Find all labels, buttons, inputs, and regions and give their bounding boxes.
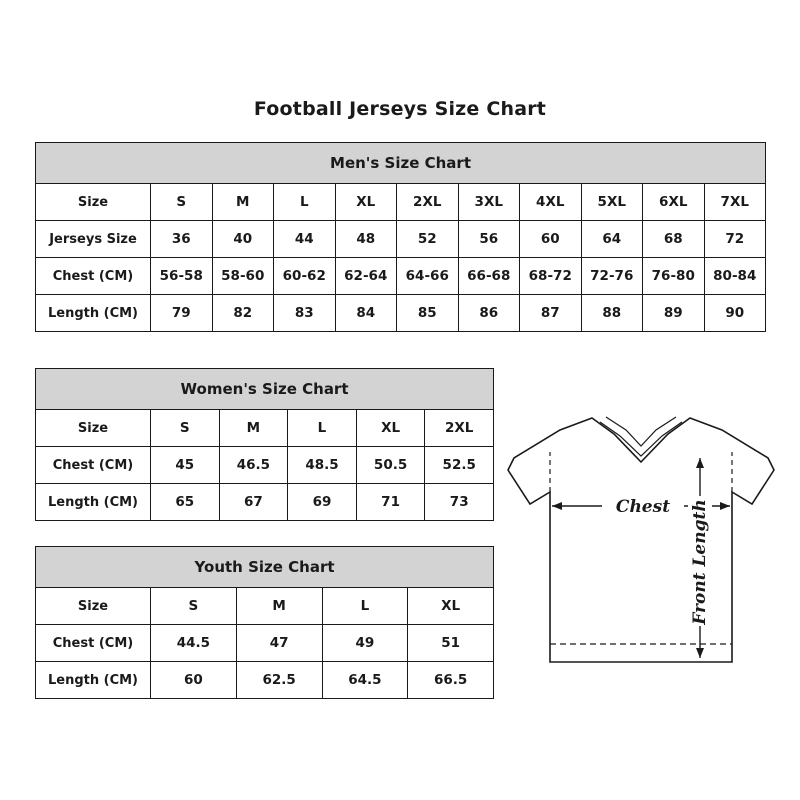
collar-line-inner [606,417,676,446]
mens-col-header: XL [335,184,397,221]
mens-cell: 56-58 [151,258,213,295]
mens-cell: 83 [274,295,336,332]
mens-col-header: 5XL [581,184,643,221]
womens-cell: 50.5 [356,447,425,484]
mens-cell: 36 [151,221,213,258]
womens-col-header: L [288,410,357,447]
mens-cell: 52 [397,221,459,258]
youth-row-label: Chest (CM) [36,625,151,662]
mens-cell: 72 [704,221,766,258]
youth-cell: 44.5 [151,625,237,662]
mens-table-caption: Men's Size Chart [36,143,766,184]
womens-col-header: XL [356,410,425,447]
womens-cell: 67 [219,484,288,521]
shirt-outline [508,418,774,662]
table-row [36,625,494,662]
youth-row-label: Length (CM) [36,662,151,699]
youth-cell: 66.5 [408,662,494,699]
mens-cell: 48 [335,221,397,258]
youth-col-header: M [236,588,322,625]
youth-size-table [35,546,494,699]
youth-cell: 49 [322,625,408,662]
mens-cell: 87 [520,295,582,332]
womens-row-header: Size [36,410,151,447]
table-header-row [36,588,494,625]
mens-cell: 64-66 [397,258,459,295]
womens-cell: 73 [425,484,494,521]
mens-cell: 58-60 [212,258,274,295]
mens-row-label: Chest (CM) [36,258,151,295]
mens-col-header: 2XL [397,184,459,221]
youth-cell: 47 [236,625,322,662]
youth-cell: 62.5 [236,662,322,699]
mens-cell: 68 [643,221,705,258]
mens-cell: 60-62 [274,258,336,295]
youth-col-header: S [151,588,237,625]
womens-cell: 69 [288,484,357,521]
mens-col-header: 6XL [643,184,705,221]
collar-line [600,422,682,456]
mens-col-header: 3XL [458,184,520,221]
front-length-measure-label: Front Length [690,499,710,625]
page-title: Football Jerseys Size Chart [253,98,547,120]
mens-cell: 76-80 [643,258,705,295]
chest-arrow-left [552,502,562,510]
table-row [36,484,494,521]
youth-cell: 51 [408,625,494,662]
mens-cell: 64 [581,221,643,258]
table-header-row [36,410,494,447]
table-row [36,295,766,332]
womens-size-table [35,368,494,521]
youth-table-caption: Youth Size Chart [36,547,494,588]
mens-cell: 89 [643,295,705,332]
table-row [36,447,494,484]
tshirt-measurement-diagram [500,400,790,700]
womens-table-caption: Women's Size Chart [36,369,494,410]
youth-row-header: Size [36,588,151,625]
mens-cell: 44 [274,221,336,258]
womens-col-header: M [219,410,288,447]
table-header-row [36,184,766,221]
table-row [36,662,494,699]
womens-cell: 45 [151,447,220,484]
womens-row-label: Chest (CM) [36,447,151,484]
mens-cell: 79 [151,295,213,332]
mens-cell: 62-64 [335,258,397,295]
mens-cell: 80-84 [704,258,766,295]
table-caption-row [36,369,494,410]
mens-cell: 66-68 [458,258,520,295]
mens-col-header: 4XL [520,184,582,221]
youth-cell: 64.5 [322,662,408,699]
chest-arrow-right [720,502,730,510]
womens-cell: 65 [151,484,220,521]
womens-row-label: Length (CM) [36,484,151,521]
table-caption-row [36,547,494,588]
mens-cell: 68-72 [520,258,582,295]
table-row [36,221,766,258]
mens-col-header: L [274,184,336,221]
mens-col-header: M [212,184,274,221]
mens-row-label: Length (CM) [36,295,151,332]
mens-row-header: Size [36,184,151,221]
youth-col-header: L [322,588,408,625]
mens-cell: 84 [335,295,397,332]
mens-size-table [35,142,766,332]
womens-cell: 48.5 [288,447,357,484]
mens-cell: 86 [458,295,520,332]
womens-cell: 52.5 [425,447,494,484]
table-row [36,258,766,295]
mens-cell: 56 [458,221,520,258]
youth-col-header: XL [408,588,494,625]
mens-col-header: S [151,184,213,221]
front-length-arrow-bottom [696,648,704,658]
womens-cell: 71 [356,484,425,521]
table-caption-row [36,143,766,184]
womens-cell: 46.5 [219,447,288,484]
mens-cell: 40 [212,221,274,258]
front-length-arrow-top [696,458,704,468]
womens-col-header: 2XL [425,410,494,447]
womens-col-header: S [151,410,220,447]
mens-cell: 60 [520,221,582,258]
chest-measure-label: Chest [615,497,671,517]
mens-cell: 85 [397,295,459,332]
mens-col-header: 7XL [704,184,766,221]
youth-cell: 60 [151,662,237,699]
mens-cell: 88 [581,295,643,332]
mens-cell: 90 [704,295,766,332]
mens-cell: 72-76 [581,258,643,295]
mens-row-label: Jerseys Size [36,221,151,258]
mens-cell: 82 [212,295,274,332]
